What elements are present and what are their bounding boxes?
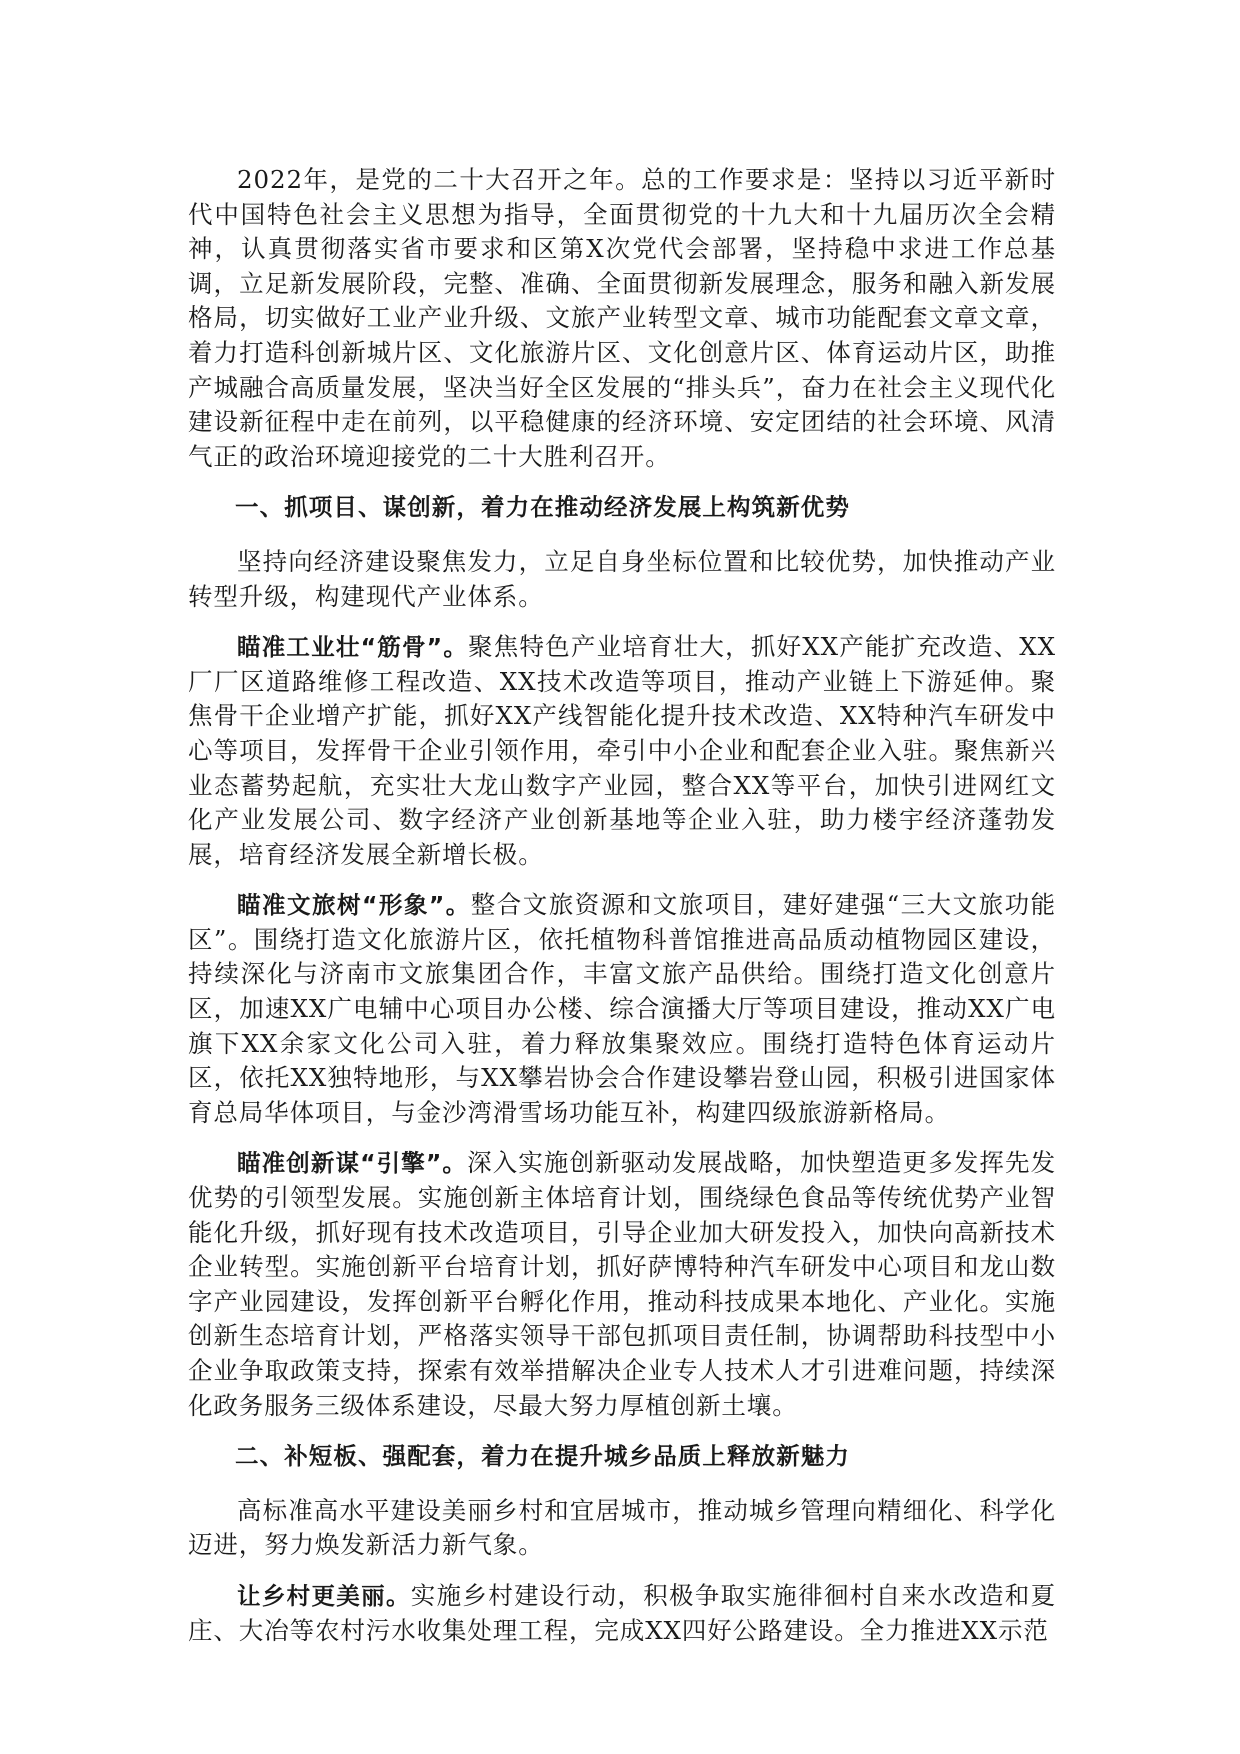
document-body [188, 163, 1056, 1664]
culture-tourism-lead: 瞄准文旅树“形象”。 [237, 891, 471, 920]
industry-paragraph [188, 630, 1056, 872]
section-summary-1: 坚持向经济建设聚焦发力，立足自身坐标位置和比较优势，加快推动产业转型升级，构建现代产业体系。 [188, 546, 1056, 611]
section-summary-2: 高标准高水平建设美丽乡村和宜居城市，推动城乡管理向精细化、科学化迈进，努力焕发新活力新气象。 [188, 1495, 1056, 1560]
intro-paragraph: 2022年，是党的二十大召开之年。总的工作要求是：坚持以习近平新时代中国特色社会主义思想为指导，全面贯彻党的十九大和十九届历次全会精神，认真贯彻落实省市要求和区第X次党代会部署，坚持稳中求进工作总基调，立足新发展阶段，完整、准确、全面贯彻新发展理念，服务和融入新发展格局，切实做好工业产业升级、文旅产业转型文章、城市功能配套文章文章，着力打造科创新城片区、文化旅游片区、文化创意片区、体育运动片区，助推产城融合高质量发展，坚决当好全区发展的“排头兵”，奋力在社会主义现代化建设新征程中走在前列，以平稳健康的经济环境、安定团结的社会环境、风清气正的政治环境迎接党的二十大胜利召开。 [188, 165, 1056, 471]
innovation-lead: 瞄准创新谋“引擎”。 [237, 1149, 468, 1178]
rural-text: 实施乡村建设行动，积极争取实施徘徊村自来水改造和夏庄、大冶等农村污水收集处理工程，完成XX四好公路建设。全力推进XX示范 [188, 1580, 1056, 1645]
section-heading-2: 二、补短板、强配套，着力在提升城乡品质上释放新魅力 [235, 1442, 850, 1471]
rural-paragraph [188, 1579, 1056, 1648]
innovation-text: 深入实施创新驱动发展战略，加快塑造更多发挥先发优势的引领型发展。实施创新主体培育计划，围绕绿色食品等传统优势产业智能化升级，抓好现有技术改造项目，引导企业加大研发投入，加快向高新技术企业转型。实施创新平台培育计划，抓好萨博特种汽车研发中心项目和龙山数字产业园建设，发挥创新平台孵化作用，推动科技成果本地化、产业化。实施创新生态培育计划，严格落实领导干部包抓项目责任制，协调帮助科技型中小企业争取政策支持，探索有效举措解决企业专人技术人才引进难问题，持续深化政务服务三级体系建设，尽最大努力厚植创新土壤。 [188, 1148, 1057, 1420]
industry-lead: 瞄准工业壮“筋骨”。 [237, 633, 469, 662]
industry-text: 聚焦特色产业培育壮大，抓好XX产能扩充改造、XX厂厂区道路维修工程改造、XX技术改造等项目，推动产业链上下游延伸。聚焦骨干企业增产扩能，抓好XX产线智能化提升技术改造、XX特种汽车研发中心等项目，发挥骨干企业引领作用，牵引中小企业和配套企业入驻。聚焦新兴业态蓄势起航，充实壮大龙山数字产业园，整合XX等平台，加快引进网红文化产业发展公司、数字经济产业创新基地等企业入驻，助力楼宇经济蓬勃发展，培育经济发展全新增长极。 [188, 632, 1056, 869]
culture-tourism-text: 整合文旅资源和文旅项目，建好建强“三大文旅功能区”。围绕打造文化旅游片区，依托植物科普馆推进高品质动植物园区建设，持续深化与济南市文旅集团合作，丰富文旅产品供给。围绕打造文化创意片区，加速XX广电辅中心项目办公楼、综合演播大厅等项目建设，推动XX广电旗下XX余家文化公司入驻，着力释放集聚效应。围绕打造特色体育运动片区，依托XX独特地形，与XX攀岩协会合作建设攀岩登山园，积极引进国家体育总局华体项目，与金沙湾滑雪场功能互补，构建四级旅游新格局。 [188, 890, 1056, 1127]
section-heading-1: 一、抓项目、谋创新，着力在推动经济发展上构筑新优势 [235, 493, 850, 522]
culture-tourism-paragraph [188, 888, 1056, 1130]
innovation-paragraph [188, 1146, 1056, 1423]
rural-lead: 让乡村更美丽。 [237, 1581, 411, 1610]
